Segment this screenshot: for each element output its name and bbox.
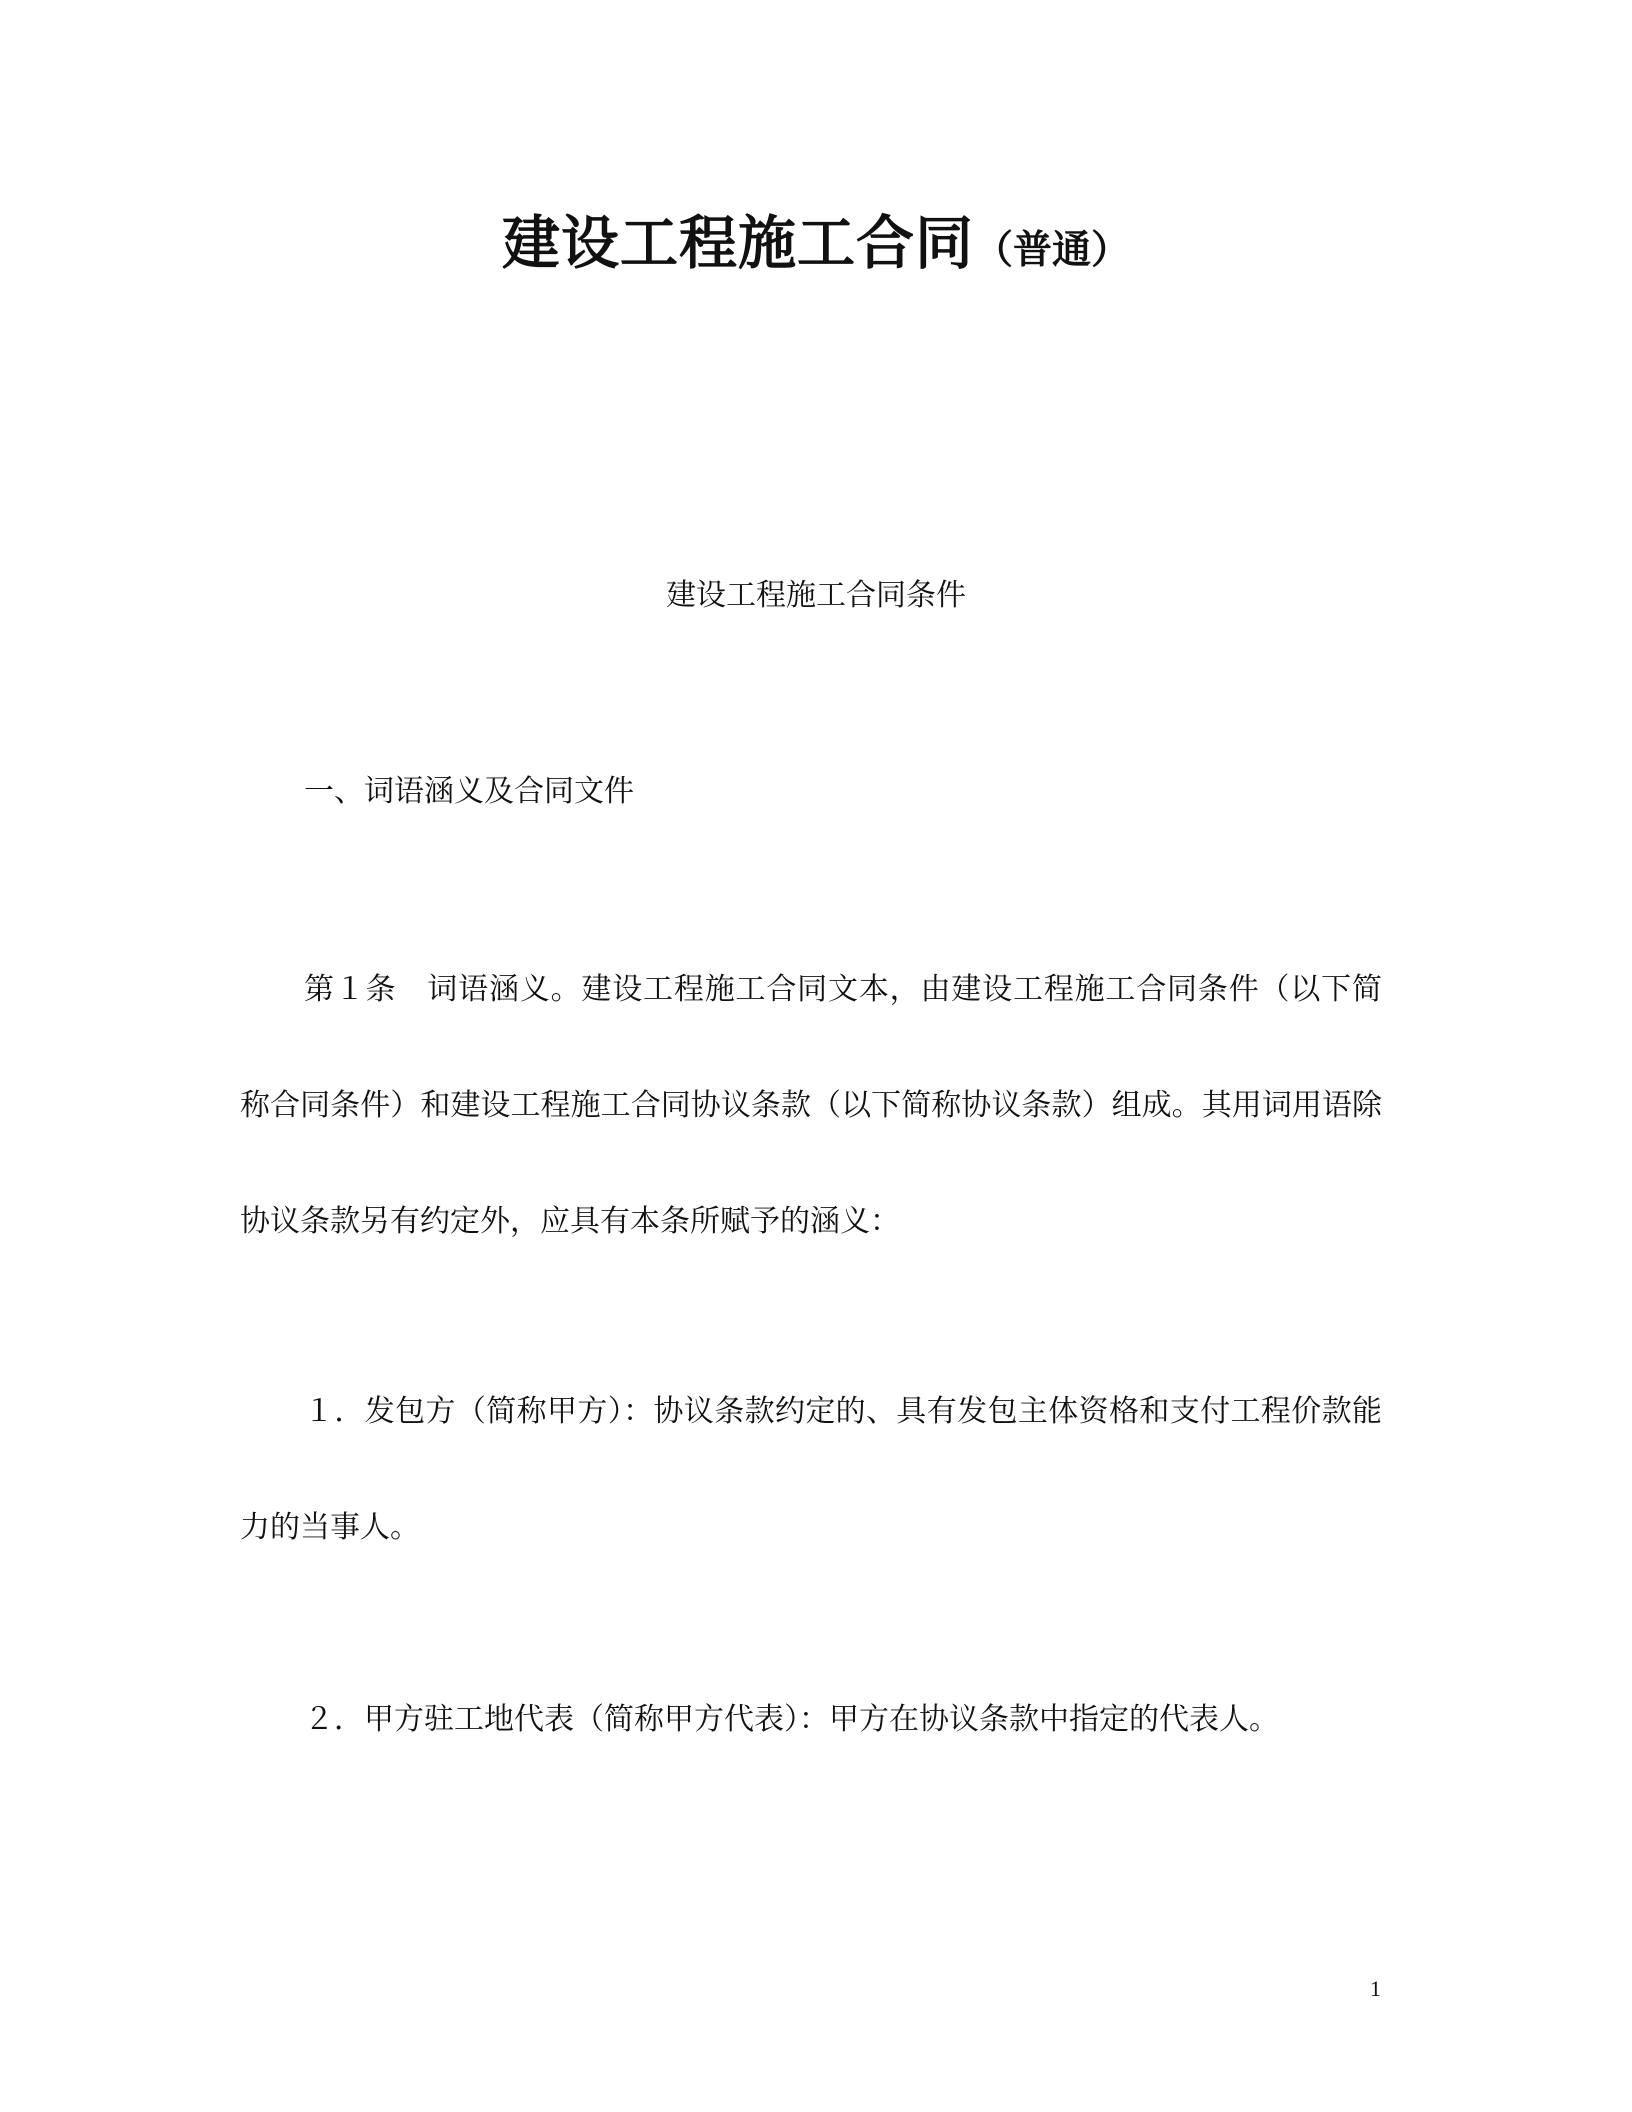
title-main: 建设工程施工合同 [501,209,974,277]
page-number: 1 [1370,1976,1381,2001]
title-suffix: （普通） [974,228,1131,273]
document-subtitle: 建设工程施工合同条件 [666,578,966,613]
paragraph-item-2: ２．甲方驻工地代表（简称甲方代表）：甲方在协议条款中指定的代表人。 [304,1702,1279,1737]
document-title [0,196,1632,280]
section-heading: 一、词语涵义及合同文件 [304,774,634,809]
paragraph-article-1: 第１条 词语涵义。建设工程施工合同文本，由建设工程施工合同条件（以下简称合同条件）和建设工程施工合同协议条款（以下简称协议条款）组成。其用词用语除协议条款另有约定外，应具有本条所赋予的涵义： [240,972,1382,1239]
paragraph-item-1: １．发包方（简称甲方）：协议条款约定的、具有发包主体资格和支付工程价款能力的当事人。 [240,1394,1382,1545]
